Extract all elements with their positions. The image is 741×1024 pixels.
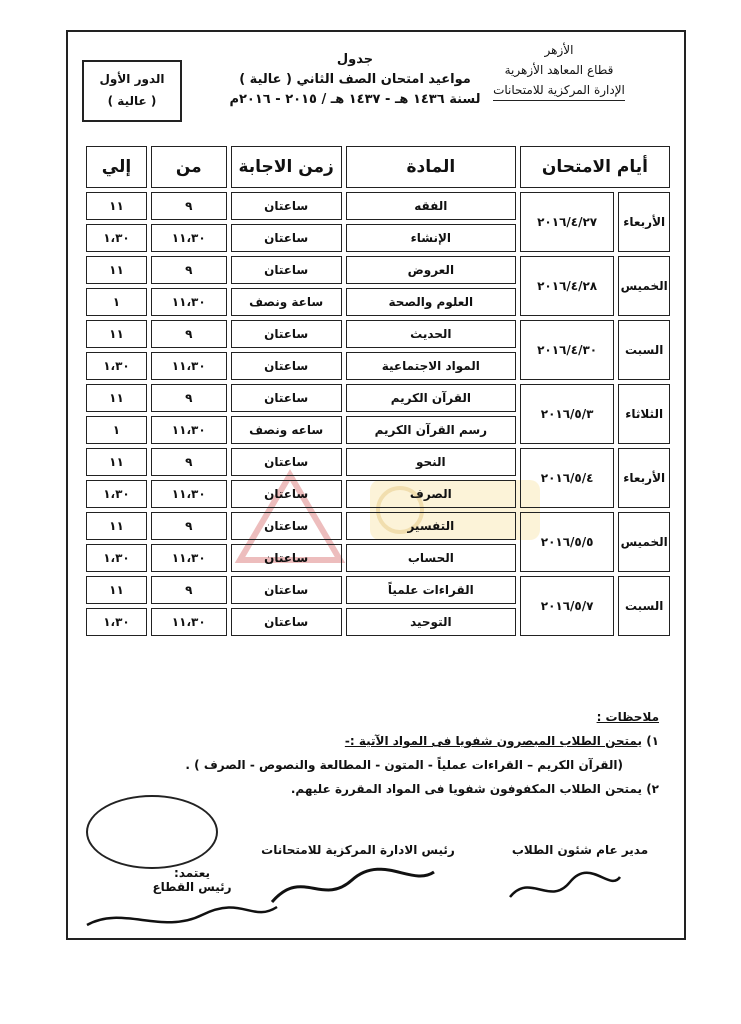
schedule-body (86, 192, 670, 636)
handwritten-signature-3 (82, 895, 282, 940)
cell-from: ١١،٣٠ (151, 608, 227, 636)
exam-date: ٢٠١٦/٤/٢٧ (520, 192, 614, 252)
cell-duration: ساعتان (231, 352, 342, 380)
cell-to: ١،٣٠ (86, 544, 147, 572)
cell-to: ١١ (86, 512, 147, 540)
cell-from: ٩ (151, 320, 227, 348)
title-line-1: جدول (336, 52, 374, 67)
cell-to: ١١ (86, 448, 147, 476)
cell-from: ١١،٣٠ (151, 352, 227, 380)
exam-date: ٢٠١٦/٥/٧ (520, 576, 614, 636)
title-line-3: لسنة ١٤٣٦ هـ - ١٤٣٧ هـ / ٢٠١٥ - ٢٠١٦م (229, 92, 481, 107)
cell-from: ٩ (151, 512, 227, 540)
note-1-subjects: (القرآن الكريم – القراءات عملياً - المتون - المطالعة والنصوص - الصرف ) . (185, 758, 623, 772)
table-row (86, 448, 670, 476)
cell-to: ١ (86, 288, 147, 316)
notes-section (99, 705, 659, 801)
exam-date: ٢٠١٦/٤/٢٨ (520, 256, 614, 316)
exam-date: ٢٠١٦/٥/٥ (520, 512, 614, 572)
cell-duration: ساعتان (231, 608, 342, 636)
note-1-number: ١) (646, 734, 659, 748)
cell-to: ١١ (86, 192, 147, 220)
cell-subject: التوحيد (346, 608, 516, 636)
issuer-line-1: الأزهر (544, 43, 574, 57)
signature-central-admin (238, 843, 478, 857)
table-row (86, 576, 670, 604)
note-2 (99, 777, 659, 801)
exam-day: الأربعاء (618, 448, 670, 508)
cell-duration: ساعة ونصف (231, 288, 342, 316)
cell-duration: ساعتان (231, 512, 342, 540)
table-row (86, 320, 670, 348)
cell-subject: القرآن الكريم (346, 384, 516, 412)
cell-duration: ساعتان (231, 544, 342, 572)
cell-from: ٩ (151, 192, 227, 220)
cell-from: ٩ (151, 576, 227, 604)
table-row (86, 256, 670, 284)
exam-day: الثلاثاء (618, 384, 670, 444)
cell-from: ١١،٣٠ (151, 224, 227, 252)
handwritten-signature-2 (262, 862, 442, 912)
approve-label: يعتمد: (174, 866, 210, 880)
cell-subject: القراءات علمياً (346, 576, 516, 604)
cell-to: ١،٣٠ (86, 224, 147, 252)
cell-subject: رسم القرآن الكريم (346, 416, 516, 444)
cell-subject: الإنشاء (346, 224, 516, 252)
exam-round-box (82, 60, 182, 122)
cell-subject: المواد الاجتماعية (346, 352, 516, 380)
issuer-line-3: الإدارة المركزية للامتحانات (493, 80, 625, 101)
cell-from: ٩ (151, 448, 227, 476)
cell-duration: ساعه ونصف (231, 416, 342, 444)
round-line-2: ( عالية ) (107, 94, 157, 108)
signature-students-affairs (500, 843, 660, 857)
exam-day: الخميس (618, 512, 670, 572)
title-line-2: مواعيد امتحان الصف الثاني ( عالية ) (239, 72, 471, 87)
table-row (86, 384, 670, 412)
note-1-text: يمتحن الطلاب المبصرون شفويا فى المواد الآتية :- (344, 734, 642, 748)
col-header-days: أيام الامتحان (520, 146, 670, 188)
exam-schedule-table (82, 142, 674, 640)
exam-date: ٢٠١٦/٥/٤ (520, 448, 614, 508)
cell-to: ١،٣٠ (86, 352, 147, 380)
cell-subject: الصرف (346, 480, 516, 508)
handwritten-signature-1 (500, 862, 630, 912)
note-1 (99, 729, 659, 753)
exam-day: السبت (618, 320, 670, 380)
cell-subject: الحديث (346, 320, 516, 348)
signature-title-central: رئيس الادارة المركزية للامتحانات (261, 843, 455, 857)
exam-day: الخميس (618, 256, 670, 316)
table-header-row (86, 146, 670, 188)
col-header-to: إلي (86, 146, 147, 188)
cell-from: ٩ (151, 256, 227, 284)
table-row (86, 512, 670, 540)
cell-from: ١١،٣٠ (151, 288, 227, 316)
col-header-duration: زمن الاجابة (231, 146, 342, 188)
signature-approve (132, 866, 252, 894)
col-header-from: من (151, 146, 227, 188)
notes-title: ملاحظات : (596, 710, 659, 724)
cell-to: ١١ (86, 256, 147, 284)
cell-subject: الحساب (346, 544, 516, 572)
cell-duration: ساعتان (231, 224, 342, 252)
cell-to: ١ (86, 416, 147, 444)
cell-duration: ساعتان (231, 320, 342, 348)
cell-duration: ساعتان (231, 576, 342, 604)
table-row (86, 192, 670, 220)
note-2-number: ٢) (646, 782, 659, 796)
exam-day: الأربعاء (618, 192, 670, 252)
exam-date: ٢٠١٦/٤/٣٠ (520, 320, 614, 380)
cell-from: ١١،٣٠ (151, 416, 227, 444)
cell-subject: العلوم والصحة (346, 288, 516, 316)
cell-duration: ساعتان (231, 192, 342, 220)
cell-duration: ساعتان (231, 448, 342, 476)
col-header-subject: المادة (346, 146, 516, 188)
note-2-text: يمتحن الطلاب المكفوفون شفويا فى المواد المقررة عليهم. (290, 782, 642, 796)
official-seal (86, 795, 218, 869)
exam-day: السبت (618, 576, 670, 636)
cell-duration: ساعتان (231, 480, 342, 508)
cell-to: ١،٣٠ (86, 480, 147, 508)
cell-subject: الفقه (346, 192, 516, 220)
cell-to: ١١ (86, 320, 147, 348)
signature-title-sector: رئيس القطاع (152, 880, 232, 894)
cell-duration: ساعتان (231, 256, 342, 284)
signature-title-students: مدير عام شئون الطلاب (511, 843, 649, 857)
cell-from: ١١،٣٠ (151, 480, 227, 508)
cell-duration: ساعتان (231, 384, 342, 412)
issuer-line-2: قطاع المعاهد الأزهرية (504, 63, 614, 77)
cell-from: ١١،٣٠ (151, 544, 227, 572)
cell-subject: العروض (346, 256, 516, 284)
cell-to: ١١ (86, 384, 147, 412)
exam-date: ٢٠١٦/٥/٣ (520, 384, 614, 444)
cell-subject: النحو (346, 448, 516, 476)
document-title (190, 50, 520, 110)
round-line-1: الدور الأول (99, 72, 165, 86)
cell-subject: التفسير (346, 512, 516, 540)
cell-from: ٩ (151, 384, 227, 412)
cell-to: ١،٣٠ (86, 608, 147, 636)
cell-to: ١١ (86, 576, 147, 604)
